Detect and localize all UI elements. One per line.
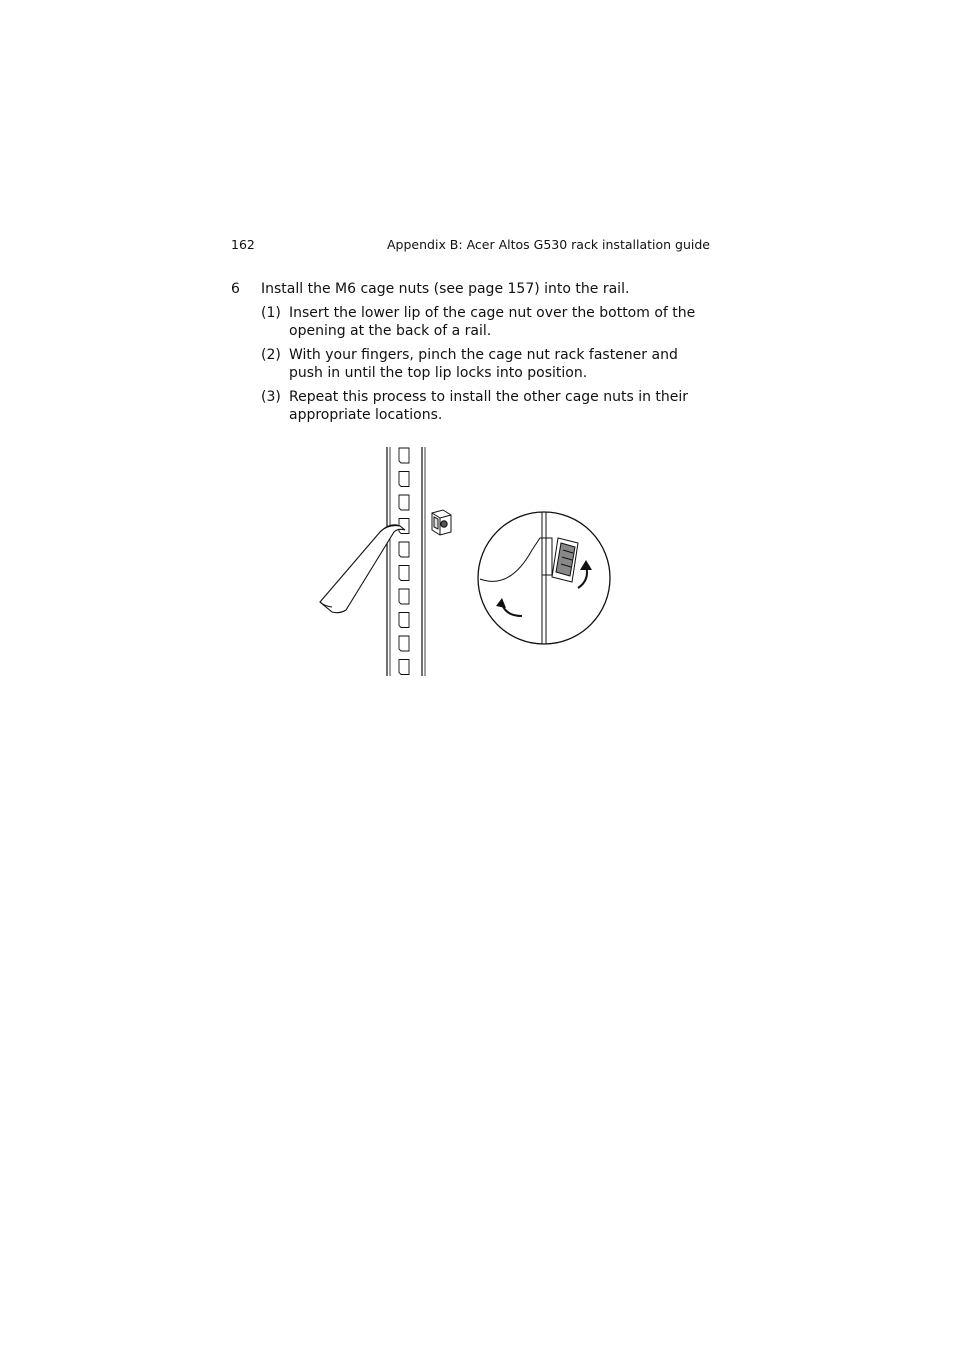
detail-circle [478, 512, 610, 644]
page-number: 162 [231, 237, 255, 252]
illustration-svg [310, 440, 630, 685]
rail-hole [399, 472, 409, 487]
rail-hole [399, 495, 409, 510]
rail-hole [399, 660, 409, 675]
rail-square-holes [399, 448, 409, 675]
substep-label: (2) [261, 347, 281, 363]
step-text: Install the M6 cage nuts (see page 157) into the rail. [261, 281, 630, 297]
rail-hole [399, 589, 409, 604]
step-number: 6 [231, 281, 240, 297]
detail-view [478, 512, 610, 644]
substep-text: Insert the lower lip of the cage nut over the bottom of the opening at the back of a rail. [289, 305, 696, 339]
rail-hole [399, 613, 409, 628]
substep-text: Repeat this process to install the other cage nuts in their appropriate locations. [289, 389, 689, 423]
substep-text: With your fingers, pinch the cage nut rack fastener and push in until the top lip locks into position. [289, 347, 678, 381]
cage-nut [432, 510, 451, 535]
substep-label: (3) [261, 389, 281, 405]
insertion-tool [320, 525, 405, 613]
rail-hole [399, 636, 409, 651]
rack-rail [387, 447, 425, 676]
cage-nut-installation-illustration [310, 440, 630, 685]
rail-hole [399, 448, 409, 463]
rail-hole [399, 542, 409, 557]
substep-label: (1) [261, 305, 281, 321]
rail-hole [399, 566, 409, 581]
running-header-title: Appendix B: Acer Altos G530 rack installation guide [387, 237, 710, 252]
